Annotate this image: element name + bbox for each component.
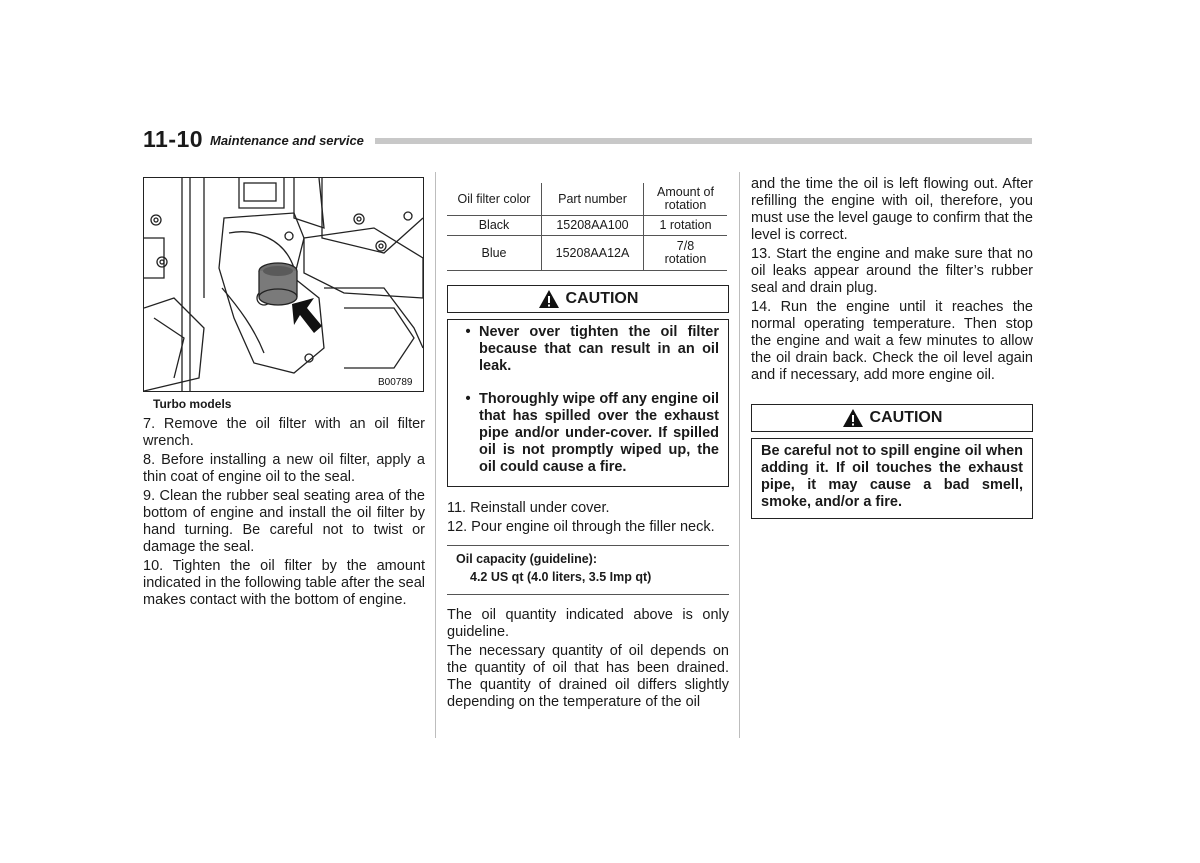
table-row xyxy=(447,236,727,271)
step-14: 14. Run the engine until it reaches the normal operating temperature. Then stop the engine and wait a few minutes to allow the oil drain back. Check the oil level again and if necessary, add more engine oil. xyxy=(751,299,1033,383)
column-divider xyxy=(739,172,740,738)
table-cell xyxy=(644,236,728,271)
caution-title: CAUTION xyxy=(565,290,639,307)
table-header: Oil filter color xyxy=(447,183,542,216)
step-10: 10. Tighten the oil filter by the amount indicated in the following table after the seal makes contact with the bottom of engine. xyxy=(143,558,425,608)
caution-body xyxy=(751,438,1033,519)
table-row xyxy=(447,216,727,236)
header-rule xyxy=(375,138,1032,144)
step-13: 13. Start the engine and make sure that no oil leaks appear around the filter’s rubber seal and drain plug. xyxy=(751,246,1033,296)
caution-bullet xyxy=(457,391,719,476)
oil-filter-table xyxy=(447,183,727,271)
table-cell-text: 7/8 rotation xyxy=(664,239,707,266)
oil-filter-figure xyxy=(143,177,424,392)
caution-bullet-text: Thoroughly wipe off any engine oil that has spilled over the exhaust pipe and/or under-cover. If spilled oil is not promptly wiped up, the oil could cause a fire. xyxy=(479,391,719,475)
warning-icon xyxy=(842,408,864,428)
bullet-dot: • xyxy=(465,391,471,407)
caution-title-row xyxy=(752,405,1032,431)
bullet-dot: • xyxy=(465,324,471,340)
column-left xyxy=(143,172,425,611)
oil-note-continued: and the time the oil is left flowing out. After refilling the engine with oil, therefore, you must use the level gauge to confirm that the level is correct. xyxy=(751,176,1033,243)
caution-header-box xyxy=(751,404,1033,432)
page-header xyxy=(143,126,1032,152)
caution-bullet-text: Never over tighten the oil filter because that can result in an oil leak. xyxy=(479,324,719,374)
table-cell: Blue xyxy=(447,236,542,271)
table-cell: 15208AA100 xyxy=(542,216,644,236)
table-header-row xyxy=(447,183,727,216)
spec-rule-bottom xyxy=(447,594,729,595)
caution-bullet xyxy=(457,324,719,375)
arrow-icon xyxy=(292,298,322,333)
table-cell: 15208AA12A xyxy=(542,236,644,271)
caution-body xyxy=(447,319,729,487)
page-number: 11-10 xyxy=(143,126,204,152)
caution-title-row xyxy=(448,286,728,312)
oil-note-1: The oil quantity indicated above is only guideline. xyxy=(447,607,729,640)
table-header: Part number xyxy=(542,183,644,216)
column-divider xyxy=(435,172,436,738)
section-title: Maintenance and service xyxy=(210,133,364,148)
warning-icon xyxy=(538,289,560,309)
caution-title: CAUTION xyxy=(869,409,943,426)
step-11: 11. Reinstall under cover. xyxy=(447,500,610,516)
caution-text: Be careful not to spill engine oil when adding it. If oil touches the exhaust pipe, it may cause a bad smell, smoke, and/or a fire. xyxy=(761,443,1023,510)
engine-illustration xyxy=(144,178,423,391)
oil-capacity-label: Oil capacity (guideline): xyxy=(456,552,597,566)
figure-caption: Turbo models xyxy=(153,397,232,411)
table-header-text: Amount of rotation xyxy=(657,185,714,212)
column-right xyxy=(751,176,1033,519)
step-7: 7. Remove the oil filter with an oil filter wrench. xyxy=(143,416,425,449)
step-9: 9. Clean the rubber seal seating area of the bottom of engine and install the oil filter by hand turning. Be careful not to twist or damage the seal. xyxy=(143,488,425,555)
step-12: 12. Pour engine oil through the filler neck. xyxy=(447,519,715,535)
table-header xyxy=(644,183,728,216)
oil-note-2: The necessary quantity of oil depends on the quantity of oil that has been drained. The quantity of drained oil differs slightly depending on the temperature of the oil xyxy=(447,643,729,710)
spec-rule-top xyxy=(447,545,729,546)
table-cell: Black xyxy=(447,216,542,236)
table-cell: 1 rotation xyxy=(644,216,728,236)
step-8: 8. Before installing a new oil filter, apply a thin coat of engine oil to the seal. xyxy=(143,452,425,485)
column-middle xyxy=(447,172,729,713)
oil-capacity-value: 4.2 US qt (4.0 liters, 3.5 Imp qt) xyxy=(470,570,652,584)
figure-code: B00789 xyxy=(378,377,413,388)
oil-filter-shape xyxy=(259,263,297,305)
caution-header-box xyxy=(447,285,729,313)
